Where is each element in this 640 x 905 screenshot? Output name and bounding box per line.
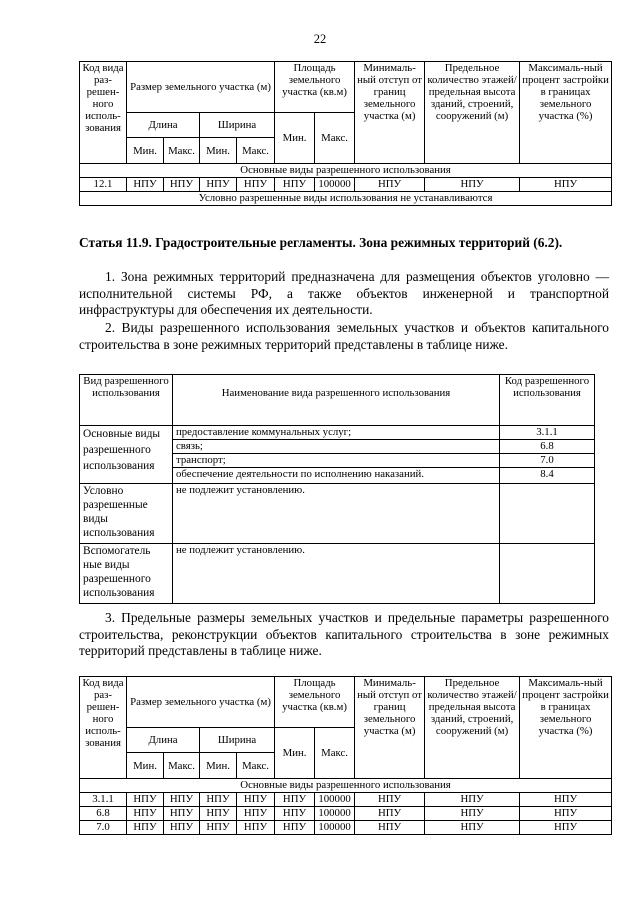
percent-header: Максималь-ный процент застройки в границах земельного участка (%) (520, 677, 612, 779)
floors-cell: НПУ (425, 821, 520, 835)
section-main-row: Основные виды разрешенного использования (80, 779, 612, 793)
area-min-cell: НПУ (275, 821, 315, 835)
length-max-cell: НПУ (164, 821, 200, 835)
main-use-name: связь; (173, 440, 500, 454)
code-cell: 6.8 (80, 807, 127, 821)
offset-cell: НПУ (355, 178, 425, 192)
article-heading: Статья 11.9. Градостроительные регламенты. Зона режимных территорий (6.2). (79, 235, 563, 250)
offset-header: Минималь-ный отступ от границ земельного участка (м) (355, 677, 425, 779)
offset-cell: НПУ (355, 807, 425, 821)
paragraph-1: 1. Зона режимных территорий предназначена для размещения объектов уголовно — исполнительной системы РФ, а также объектов инженерной и транспортной инфраструктуры для обеспечения их деятельности. (79, 269, 609, 318)
width-max-cell: НПУ (237, 793, 275, 807)
area-min-header: Мин. (275, 113, 315, 164)
width-min-cell: НПУ (200, 178, 237, 192)
floors-header: Предельное количество этажей/ предельная высота зданий, строений, сооружений (м) (425, 62, 520, 164)
floors-header: Предельное количество этажей/ предельная высота зданий, строений, сооружений (м) (425, 677, 520, 779)
conditional-uses-code (500, 484, 595, 544)
main-use-name: обеспечение деятельности по исполнению наказаний. (173, 468, 500, 484)
area-min-cell: НПУ (275, 178, 315, 192)
width-header: Ширина (200, 113, 275, 138)
area-max-cell: 100000 (315, 807, 355, 821)
code-header: Код разрешенного использования (500, 375, 595, 426)
auxiliary-uses-text: не подлежит установлению. (173, 544, 500, 604)
section-conditional-row: Условно разрешенные виды использования не устанавливаются (80, 192, 612, 206)
length-max-cell: НПУ (164, 807, 200, 821)
offset-cell: НПУ (355, 793, 425, 807)
area-header: Площадь земельного участка (кв.м) (275, 677, 355, 728)
main-use-name: предоставление коммунальных услуг; (173, 426, 500, 440)
width-max-cell: НПУ (237, 821, 275, 835)
type-header: Вид разрешенного использования (80, 375, 173, 426)
offset-header: Минималь-ный отступ от границ земельного участка (м) (355, 62, 425, 164)
area-header: Площадь земельного участка (кв.м) (275, 62, 355, 113)
length-min-header: Мин. (127, 138, 164, 164)
code-header: Код вида раз-решен-ного исполь-зования (80, 62, 127, 164)
code-cell: 7.0 (80, 821, 127, 835)
width-max-header: Макс. (237, 138, 275, 164)
parameters-table-1 (79, 61, 612, 206)
page-number: 22 (313, 32, 327, 46)
percent-cell: НПУ (520, 178, 612, 192)
length-min-header: Мин. (127, 753, 164, 779)
area-min-cell: НПУ (275, 793, 315, 807)
area-min-header: Мин. (275, 728, 315, 779)
width-header: Ширина (200, 728, 275, 753)
auxiliary-uses-label: Вспомогатель ные виды разрешенного использования (80, 544, 173, 604)
area-max-cell: 100000 (315, 821, 355, 835)
width-min-cell: НПУ (200, 793, 237, 807)
width-max-cell: НПУ (237, 807, 275, 821)
area-max-cell: 100000 (315, 793, 355, 807)
table-row (80, 807, 612, 821)
length-min-cell: НПУ (127, 807, 164, 821)
percent-header: Максималь-ный процент застройки в границах земельного участка (%) (520, 62, 612, 164)
floors-cell: НПУ (425, 793, 520, 807)
percent-cell: НПУ (520, 793, 612, 807)
section-main-row: Основные виды разрешенного использования (80, 164, 612, 178)
width-min-cell: НПУ (200, 807, 237, 821)
code-cell: 12.1 (80, 178, 127, 192)
auxiliary-uses-code (500, 544, 595, 604)
width-min-header: Мин. (200, 753, 237, 779)
percent-cell: НПУ (520, 821, 612, 835)
parameters-table-2 (79, 676, 612, 835)
main-use-code: 8.4 (500, 468, 595, 484)
percent-cell: НПУ (520, 807, 612, 821)
width-min-header: Мин. (200, 138, 237, 164)
width-max-header: Макс. (237, 753, 275, 779)
size-header: Размер земельного участка (м) (127, 62, 275, 113)
main-use-code: 7.0 (500, 454, 595, 468)
area-max-header: Макс. (315, 728, 355, 779)
code-header: Код вида раз-решен-ного исполь-зования (80, 677, 127, 779)
offset-cell: НПУ (355, 821, 425, 835)
main-uses-label: Основные виды разрешенного использования (80, 426, 173, 484)
main-use-name: транспорт; (173, 454, 500, 468)
length-min-cell: НПУ (127, 793, 164, 807)
name-header: Наименование вида разрешенного использования (173, 375, 500, 426)
paragraph-3: 3. Предельные размеры земельных участков и предельные параметры разрешенного строительства, реконструкции объектов капитального строительства в зоне режимных территорий представлены в таблице ниже. (79, 610, 609, 659)
main-use-code: 3.1.1 (500, 426, 595, 440)
size-header: Размер земельного участка (м) (127, 677, 275, 728)
area-max-cell: 100000 (315, 178, 355, 192)
length-header: Длина (127, 113, 200, 138)
length-min-cell: НПУ (127, 178, 164, 192)
length-header: Длина (127, 728, 200, 753)
length-max-cell: НПУ (164, 178, 200, 192)
permitted-uses-table (79, 374, 595, 604)
code-cell: 3.1.1 (80, 793, 127, 807)
main-use-code: 6.8 (500, 440, 595, 454)
length-max-cell: НПУ (164, 793, 200, 807)
table-row (80, 793, 612, 807)
length-max-header: Макс. (164, 753, 200, 779)
table-row (80, 178, 612, 192)
floors-cell: НПУ (425, 178, 520, 192)
width-max-cell: НПУ (237, 178, 275, 192)
conditional-uses-text: не подлежит установлению. (173, 484, 500, 544)
length-min-cell: НПУ (127, 821, 164, 835)
area-max-header: Макс. (315, 113, 355, 164)
conditional-uses-label: Условно разрешенные виды использования (80, 484, 173, 544)
table-row (80, 821, 612, 835)
area-min-cell: НПУ (275, 807, 315, 821)
paragraph-2: 2. Виды разрешенного использования земельных участков и объектов капитального строительства в зоне режимных территорий представлены в таблице ниже. (79, 320, 609, 352)
width-min-cell: НПУ (200, 821, 237, 835)
length-max-header: Макс. (164, 138, 200, 164)
floors-cell: НПУ (425, 807, 520, 821)
